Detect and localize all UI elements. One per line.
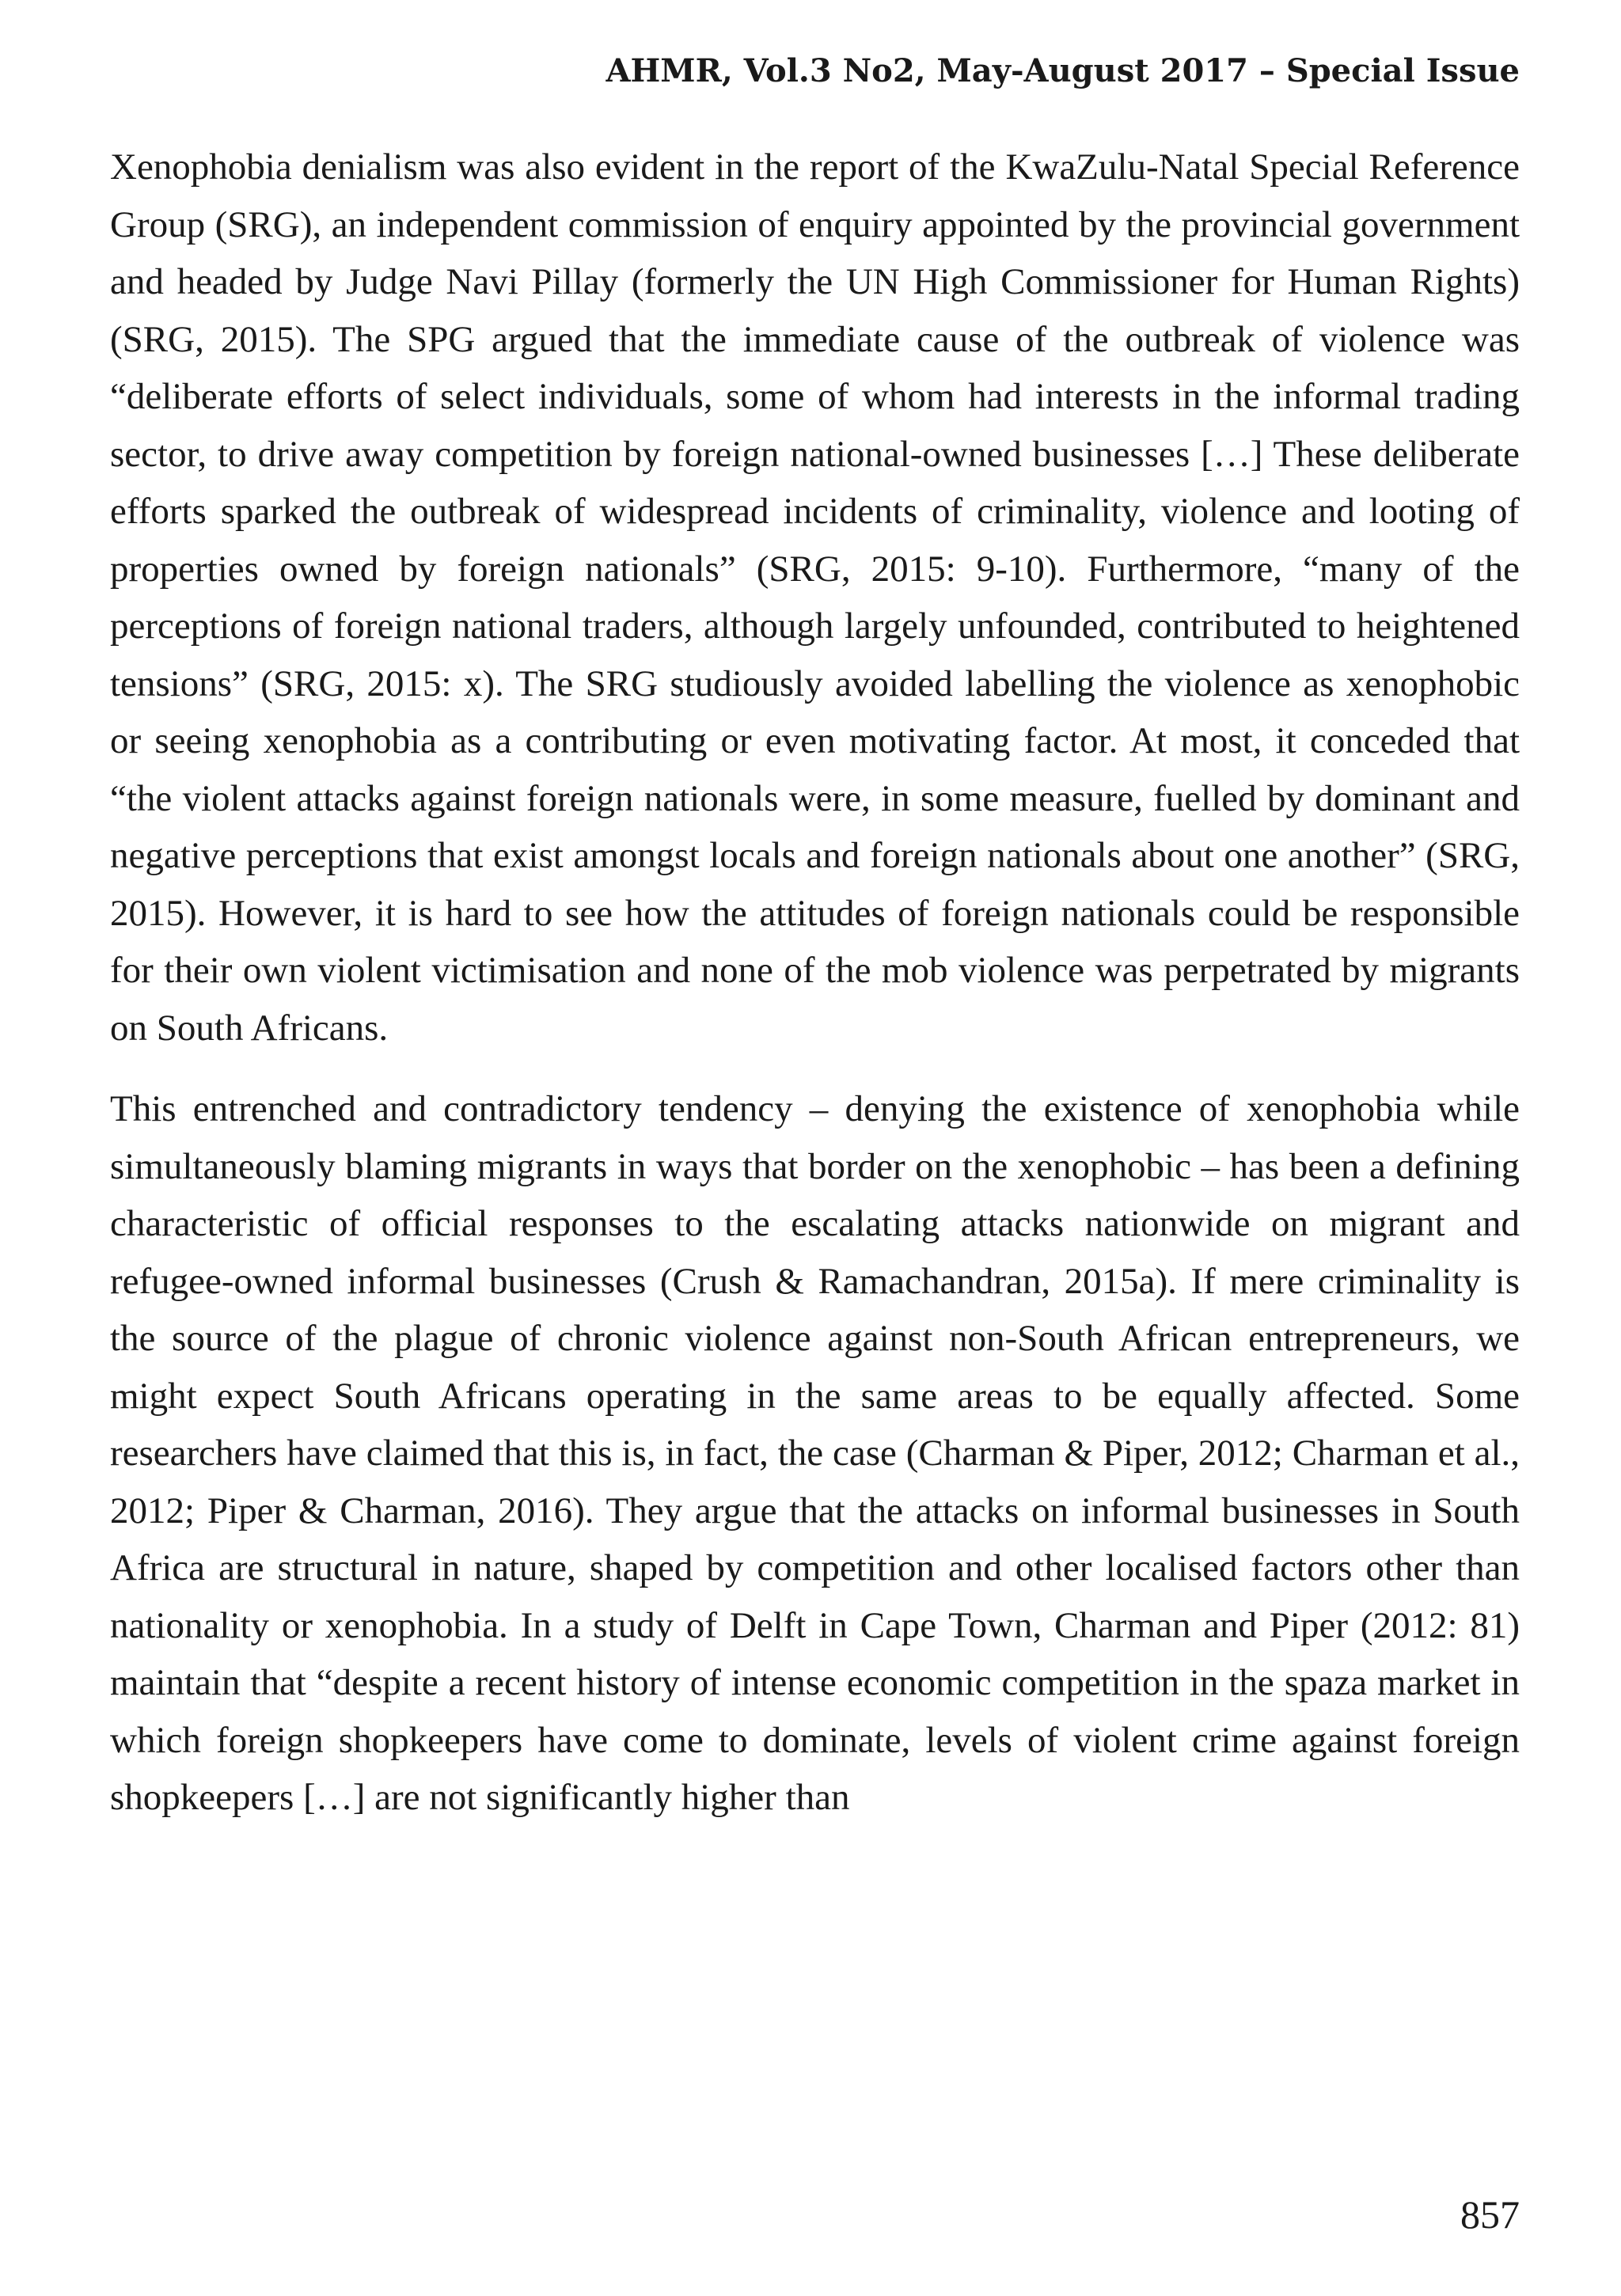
body-text [110, 139, 1520, 1827]
paragraph-2: This entrenched and contradictory tendency – denying the existence of xenophobia while simultaneously blaming migrants in ways that border on the xenophobic – has been a defining characteristic of official responses to the escalating attacks nationwide on migrant and refugee-owned informal businesses (Crush & Ramachandran, 2015a). If mere criminality is the source of the plague of chronic violence against non-South African entrepreneurs, we might expect South Africans operating in the same areas to be equally affected. Some researchers have claimed that this is, in fact, the case (Charman & Piper, 2012; Charman et al., 2012; Piper & Charman, 2016). They argue that the attacks on informal businesses in South Africa are structural in nature, shaped by competition and other localised factors other than nationality or xenophobia. In a study of Delft in Cape Town, Charman and Piper (2012: 81) maintain that “despite a recent history of intense economic competition in the spaza market in which foreign shopkeepers have come to dominate, levels of violent crime against foreign shopkeepers […] are not significantly higher than [110, 1088, 1520, 1818]
running-header: AHMR, Vol.3 No2, May-August 2017 – Special Issue [606, 52, 1520, 89]
paragraph-1: Xenophobia denialism was also evident in the report of the KwaZulu-Natal Special Reference Group (SRG), an independent commission of enquiry appointed by the provincial government and headed by Judge Navi Pillay (formerly the UN High Commissioner for Human Rights) (SRG, 2015). The SPG argued that the immediate cause of the outbreak of violence was “deliberate efforts of select individuals, some of whom had interests in the informal trading sector, to drive away competition by foreign national-owned businesses […] These deliberate efforts sparked the outbreak of widespread incidents of criminality, violence and looting of properties owned by foreign nationals” (SRG, 2015: 9-10). Furthermore, “many of the perceptions of foreign national traders, although largely unfounded, contributed to heightened tensions” (SRG, 2015: x). The SRG studiously avoided labelling the violence as xenophobic or seeing xenophobia as a contributing or even motivating factor. At most, it conceded that “the violent attacks against foreign nationals were, in some measure, fuelled by dominant and negative perceptions that exist amongst locals and foreign nationals about one another” (SRG, 2015). However, it is hard to see how the attitudes of foreign nationals could be responsible for their own violent victimisation and none of the mob violence was perpetrated by migrants on South Africans. [110, 146, 1520, 1049]
page-number: 857 [1460, 2192, 1520, 2237]
